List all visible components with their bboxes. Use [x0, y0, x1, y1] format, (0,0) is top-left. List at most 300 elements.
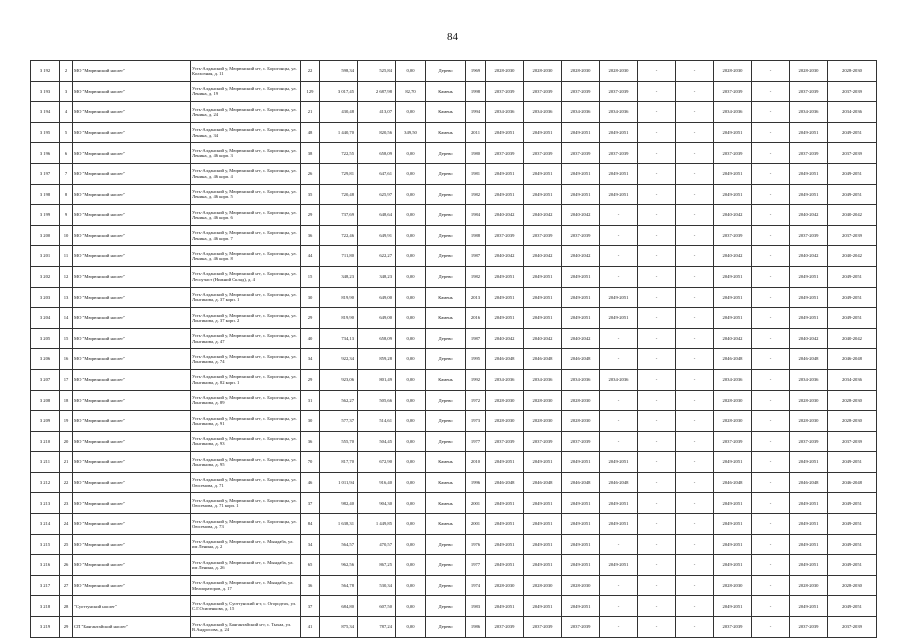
- cell-p10: 2028-2030: [828, 61, 877, 82]
- cell-year: 1982: [466, 266, 486, 287]
- cell-p1: 2046-2048: [486, 472, 524, 493]
- cell-p6: -: [676, 575, 714, 596]
- cell-area-total: 1 638,31: [320, 514, 358, 535]
- cell-id: 3 213: [31, 493, 60, 514]
- table-row: [31, 287, 877, 308]
- cell-p8: -: [752, 617, 790, 638]
- cell-year: 2001: [466, 514, 486, 535]
- cell-p10: 2049-2051: [828, 266, 877, 287]
- table-row: [31, 328, 877, 349]
- cell-material: Дерево: [426, 328, 466, 349]
- cell-p3: 2046-2048: [562, 472, 600, 493]
- cell-p2: 2049-2051: [524, 308, 562, 329]
- cell-year: 2010: [466, 452, 486, 473]
- cell-n: 22: [60, 472, 73, 493]
- cell-address: Усть-Алданский у, Мюрюнский н-г, с. Борогонцы, ул. Колхозная, д. 11: [191, 61, 301, 82]
- cell-area-total: 737,69: [320, 205, 358, 226]
- cell-p3: 2037-2039: [562, 225, 600, 246]
- cell-p9: 2049-2051: [790, 184, 828, 205]
- cell-area-total: 564,57: [320, 534, 358, 555]
- cell-material: Дерево: [426, 596, 466, 617]
- cell-p7: 2034-2036: [714, 102, 752, 123]
- cell-year: 1973: [466, 411, 486, 432]
- cell-apts: 65: [301, 555, 320, 576]
- cell-p2: 2028-2030: [524, 411, 562, 432]
- cell-id: 3 206: [31, 349, 60, 370]
- cell-org: МО "Мюрюнский наслег": [73, 472, 191, 493]
- table-row: [31, 122, 877, 143]
- cell-year: 2011: [466, 122, 486, 143]
- cell-p8: -: [752, 122, 790, 143]
- cell-p6: -: [676, 163, 714, 184]
- cell-p7: 2037-2039: [714, 617, 752, 638]
- cell-n: 6: [60, 143, 73, 164]
- cell-material: Дерево: [426, 575, 466, 596]
- cell-p8: -: [752, 493, 790, 514]
- cell-address: Усть-Алданский у, Мюрюнский н-г, с. Борогонцы, ул. Лонгинова, д. 37 корп. 1: [191, 287, 301, 308]
- table-row: [31, 431, 877, 452]
- cell-p10: 2040-2042: [828, 328, 877, 349]
- cell-n: 2: [60, 61, 73, 82]
- cell-year: 1995: [466, 349, 486, 370]
- cell-p5: -: [638, 596, 676, 617]
- cell-area-nonres: 0,00: [396, 617, 426, 638]
- cell-p7: 2049-2051: [714, 266, 752, 287]
- cell-p7: 2049-2051: [714, 122, 752, 143]
- cell-p3: 2037-2039: [562, 81, 600, 102]
- cell-p1: 2049-2051: [486, 555, 524, 576]
- cell-n: 10: [60, 225, 73, 246]
- cell-p2: 2037-2039: [524, 143, 562, 164]
- cell-address: Усть-Алданский у, Мюрюнский н-г, с. Борогонцы, ул. Лесоучаст (Нижний Склад), д. 4: [191, 266, 301, 287]
- cell-p3: 2028-2030: [562, 411, 600, 432]
- registry-table-body: [31, 61, 877, 638]
- cell-address: Усть-Алданский у, Мюрюнский н-г, с. Борогонцы, ул. Лонгинова, д. 93: [191, 431, 301, 452]
- cell-material: Камень: [426, 81, 466, 102]
- cell-p2: 2034-2036: [524, 369, 562, 390]
- cell-material: Камень: [426, 472, 466, 493]
- cell-p4: -: [600, 225, 638, 246]
- table-row: [31, 246, 877, 267]
- cell-p10: 2040-2042: [828, 246, 877, 267]
- cell-area-total: 3 017,45: [320, 81, 358, 102]
- cell-p7: 2049-2051: [714, 184, 752, 205]
- cell-material: Дерево: [426, 163, 466, 184]
- cell-p5: -: [638, 143, 676, 164]
- cell-p6: -: [676, 328, 714, 349]
- cell-p3: 2049-2051: [562, 122, 600, 143]
- cell-org: МО "Мюрюнский наслег": [73, 328, 191, 349]
- cell-p1: 2028-2030: [486, 575, 524, 596]
- cell-p4: -: [600, 534, 638, 555]
- cell-n: 29: [60, 617, 73, 638]
- cell-p1: 2037-2039: [486, 225, 524, 246]
- cell-area-living: 787,24: [358, 617, 396, 638]
- cell-apts: 84: [301, 514, 320, 535]
- cell-p6: -: [676, 369, 714, 390]
- table-row: [31, 472, 877, 493]
- cell-org: МО "Мюрюнский наслег": [73, 143, 191, 164]
- cell-apts: 40: [301, 328, 320, 349]
- cell-org: МО "Мюрюнский наслег": [73, 246, 191, 267]
- cell-area-total: 982,40: [320, 493, 358, 514]
- cell-org: "Суоттунский наслег": [73, 596, 191, 617]
- cell-p5: -: [638, 411, 676, 432]
- cell-area-living: 867,25: [358, 555, 396, 576]
- cell-p9: 2040-2042: [790, 205, 828, 226]
- cell-p7: 2049-2051: [714, 308, 752, 329]
- cell-p7: 2049-2051: [714, 493, 752, 514]
- cell-area-total: 922,34: [320, 349, 358, 370]
- cell-p10: 2028-2030: [828, 411, 877, 432]
- cell-p8: -: [752, 596, 790, 617]
- cell-year: 1981: [466, 163, 486, 184]
- cell-p10: 2049-2051: [828, 308, 877, 329]
- cell-id: 3 219: [31, 617, 60, 638]
- cell-p8: -: [752, 225, 790, 246]
- cell-p8: -: [752, 102, 790, 123]
- cell-p8: -: [752, 287, 790, 308]
- cell-area-nonres: 0,00: [396, 184, 426, 205]
- cell-year: 1976: [466, 534, 486, 555]
- cell-p2: 2049-2051: [524, 163, 562, 184]
- cell-material: Дерево: [426, 534, 466, 555]
- cell-p1: 2034-2036: [486, 369, 524, 390]
- cell-area-total: 722,55: [320, 143, 358, 164]
- cell-p10: 2046-2048: [828, 472, 877, 493]
- cell-area-nonres: 0,00: [396, 205, 426, 226]
- cell-year: 1982: [466, 184, 486, 205]
- cell-p6: -: [676, 617, 714, 638]
- cell-material: Дерево: [426, 555, 466, 576]
- cell-area-living: 649,00: [358, 308, 396, 329]
- cell-p8: -: [752, 81, 790, 102]
- cell-org: МО "Мюрюнский наслег": [73, 431, 191, 452]
- cell-area-living: 658,09: [358, 328, 396, 349]
- cell-id: 3 195: [31, 122, 60, 143]
- table-row: [31, 369, 877, 390]
- cell-id: 3 197: [31, 163, 60, 184]
- cell-address: Усть-Алданский у, Мюрюнский н-г, с. Борогонцы, ул. Оюсемова, д. 71 корп. 1: [191, 493, 301, 514]
- cell-material: Камень: [426, 287, 466, 308]
- cell-p10: 2049-2051: [828, 596, 877, 617]
- cell-area-living: 1 449,85: [358, 514, 396, 535]
- cell-p10: 2037-2039: [828, 143, 877, 164]
- cell-n: 26: [60, 555, 73, 576]
- cell-p8: -: [752, 328, 790, 349]
- cell-id: 3 194: [31, 102, 60, 123]
- cell-area-living: 607,50: [358, 596, 396, 617]
- cell-p3: 2037-2039: [562, 143, 600, 164]
- cell-p3: 2049-2051: [562, 266, 600, 287]
- cell-address: Усть-Алданский у, Мюрюнский н-г, с. Мындаба, ул. им Ленина, д. 26: [191, 555, 301, 576]
- cell-address: Усть-Алданский у, Мюрюнский н-г, с. Борогонцы, ул. Ленина, д. 24: [191, 102, 301, 123]
- cell-area-total: 348,23: [320, 266, 358, 287]
- cell-p1: 2034-2036: [486, 102, 524, 123]
- cell-n: 19: [60, 411, 73, 432]
- cell-p6: -: [676, 287, 714, 308]
- cell-apts: 35: [301, 184, 320, 205]
- cell-n: 7: [60, 163, 73, 184]
- cell-p9: 2049-2051: [790, 493, 828, 514]
- cell-p8: -: [752, 349, 790, 370]
- table-row: [31, 534, 877, 555]
- cell-p10: 2049-2051: [828, 287, 877, 308]
- cell-p8: -: [752, 369, 790, 390]
- cell-apts: 38: [301, 143, 320, 164]
- cell-p9: 2049-2051: [790, 555, 828, 576]
- cell-p3: 2049-2051: [562, 555, 600, 576]
- cell-p7: 2028-2030: [714, 411, 752, 432]
- cell-area-total: 819,90: [320, 287, 358, 308]
- cell-p3: 2034-2036: [562, 369, 600, 390]
- cell-p6: -: [676, 61, 714, 82]
- cell-p7: 2049-2051: [714, 596, 752, 617]
- cell-material: Дерево: [426, 266, 466, 287]
- cell-id: 3 209: [31, 411, 60, 432]
- cell-id: 3 193: [31, 81, 60, 102]
- cell-address: Усть-Алданский у, Мюрюнский н-г, с. Борогонцы, ул. Лонгинова, д. 82 корп. 1: [191, 369, 301, 390]
- cell-n: 12: [60, 266, 73, 287]
- cell-area-nonres: 82,70: [396, 81, 426, 102]
- cell-id: 3 212: [31, 472, 60, 493]
- cell-p4: 2037-2039: [600, 81, 638, 102]
- cell-year: 1980: [466, 143, 486, 164]
- cell-material: Дерево: [426, 143, 466, 164]
- cell-p5: -: [638, 102, 676, 123]
- cell-p4: 2028-2030: [600, 61, 638, 82]
- cell-p4: 2034-2036: [600, 369, 638, 390]
- cell-apts: 15: [301, 266, 320, 287]
- cell-p7: 2037-2039: [714, 81, 752, 102]
- cell-p2: 2046-2048: [524, 349, 562, 370]
- cell-area-total: 562,27: [320, 390, 358, 411]
- cell-p8: -: [752, 143, 790, 164]
- cell-p7: 2040-2042: [714, 328, 752, 349]
- cell-apts: 34: [301, 534, 320, 555]
- cell-p6: -: [676, 184, 714, 205]
- cell-apts: 41: [301, 617, 320, 638]
- cell-p6: -: [676, 390, 714, 411]
- cell-id: 3 218: [31, 596, 60, 617]
- cell-area-nonres: 0,00: [396, 369, 426, 390]
- cell-area-total: 729,81: [320, 163, 358, 184]
- cell-p2: 2049-2051: [524, 452, 562, 473]
- cell-apts: 36: [301, 431, 320, 452]
- cell-apts: 29: [301, 205, 320, 226]
- table-row: [31, 390, 877, 411]
- cell-p2: 2049-2051: [524, 122, 562, 143]
- table-row: [31, 143, 877, 164]
- cell-id: 3 200: [31, 225, 60, 246]
- cell-area-total: 722,46: [320, 225, 358, 246]
- cell-area-nonres: 0,00: [396, 555, 426, 576]
- cell-p10: 2034-2036: [828, 369, 877, 390]
- cell-n: 17: [60, 369, 73, 390]
- cell-p10: 2037-2039: [828, 81, 877, 102]
- cell-apts: 48: [301, 122, 320, 143]
- cell-address: Усть-Алданский у, Мюрюнский н-г, с. Борогонцы, ул. Ленина, д. 46 корп. 7: [191, 225, 301, 246]
- cell-p9: 2037-2039: [790, 225, 828, 246]
- cell-id: 3 217: [31, 575, 60, 596]
- cell-material: Камень: [426, 493, 466, 514]
- cell-area-living: 904,30: [358, 493, 396, 514]
- cell-p8: -: [752, 514, 790, 535]
- cell-p3: 2049-2051: [562, 163, 600, 184]
- cell-p3: 2040-2042: [562, 246, 600, 267]
- cell-year: 1983: [466, 596, 486, 617]
- cell-n: 8: [60, 184, 73, 205]
- cell-area-nonres: 0,00: [396, 308, 426, 329]
- cell-p7: 2049-2051: [714, 163, 752, 184]
- cell-p5: -: [638, 493, 676, 514]
- cell-p4: 2034-2036: [600, 102, 638, 123]
- cell-p8: -: [752, 163, 790, 184]
- cell-org: МО "Мюрюнский наслег": [73, 308, 191, 329]
- cell-p2: 2049-2051: [524, 596, 562, 617]
- cell-area-living: 622,27: [358, 246, 396, 267]
- cell-apts: 30: [301, 287, 320, 308]
- cell-p8: -: [752, 472, 790, 493]
- cell-n: 3: [60, 81, 73, 102]
- cell-p9: 2049-2051: [790, 514, 828, 535]
- cell-area-nonres: 0,00: [396, 411, 426, 432]
- cell-p1: 2028-2030: [486, 61, 524, 82]
- cell-p6: -: [676, 555, 714, 576]
- cell-p8: -: [752, 205, 790, 226]
- cell-id: 3 199: [31, 205, 60, 226]
- cell-p3: 2049-2051: [562, 493, 600, 514]
- cell-material: Дерево: [426, 246, 466, 267]
- cell-p3: 2028-2030: [562, 575, 600, 596]
- cell-p2: 2040-2042: [524, 246, 562, 267]
- cell-apts: 70: [301, 452, 320, 473]
- cell-org: МО "Мюрюнский наслег": [73, 81, 191, 102]
- cell-p6: -: [676, 143, 714, 164]
- cell-p5: -: [638, 205, 676, 226]
- cell-material: Камень: [426, 369, 466, 390]
- cell-p4: 2049-2051: [600, 163, 638, 184]
- cell-n: 27: [60, 575, 73, 596]
- cell-p10: 2049-2051: [828, 493, 877, 514]
- table-row: [31, 617, 877, 638]
- cell-org: МО "Мюрюнский наслег": [73, 122, 191, 143]
- cell-p10: 2037-2039: [828, 617, 877, 638]
- cell-year: 1994: [466, 102, 486, 123]
- cell-p5: -: [638, 452, 676, 473]
- cell-p2: 2040-2042: [524, 328, 562, 349]
- cell-material: Дерево: [426, 349, 466, 370]
- cell-p3: 2049-2051: [562, 287, 600, 308]
- cell-p5: -: [638, 81, 676, 102]
- cell-p4: 2049-2051: [600, 184, 638, 205]
- cell-p1: 2049-2051: [486, 596, 524, 617]
- cell-p8: -: [752, 266, 790, 287]
- cell-p8: -: [752, 390, 790, 411]
- cell-apts: 36: [301, 575, 320, 596]
- cell-p5: -: [638, 266, 676, 287]
- cell-area-living: 649,00: [358, 287, 396, 308]
- cell-p3: 2046-2048: [562, 349, 600, 370]
- cell-p1: 2046-2048: [486, 349, 524, 370]
- cell-material: Дерево: [426, 411, 466, 432]
- cell-p3: 2049-2051: [562, 184, 600, 205]
- cell-apts: 31: [301, 390, 320, 411]
- cell-area-nonres: 349,50: [396, 122, 426, 143]
- cell-material: Камень: [426, 308, 466, 329]
- cell-p3: 2049-2051: [562, 308, 600, 329]
- table-row: [31, 349, 877, 370]
- cell-p9: 2046-2048: [790, 349, 828, 370]
- cell-address: Усть-Алданский у, Мюрюнский н-г, с. Борогонцы, ул. Лонгинова, д. 89: [191, 390, 301, 411]
- cell-p9: 2034-2036: [790, 369, 828, 390]
- cell-p9: 2037-2039: [790, 431, 828, 452]
- table-row: [31, 555, 877, 576]
- cell-p6: -: [676, 493, 714, 514]
- cell-org: МО "Мюрюнский наслег": [73, 369, 191, 390]
- cell-n: 23: [60, 493, 73, 514]
- cell-p5: -: [638, 61, 676, 82]
- cell-area-living: 859,28: [358, 349, 396, 370]
- cell-p9: 2028-2030: [790, 61, 828, 82]
- cell-p6: -: [676, 246, 714, 267]
- cell-p10: 2028-2030: [828, 390, 877, 411]
- cell-p4: -: [600, 266, 638, 287]
- cell-area-nonres: 0,00: [396, 163, 426, 184]
- cell-area-living: 916,40: [358, 472, 396, 493]
- cell-apts: 46: [301, 472, 320, 493]
- cell-address: Усть-Алданский у, Мюрюнский н-г, с. Борогонцы, ул. Лонгинова, д. 95: [191, 452, 301, 473]
- cell-address: Усть-Алданский у, Суоттунский н-г, с. Огородтах, ул. С.Г.Осипенкова, д. 15: [191, 596, 301, 617]
- cell-material: Дерево: [426, 61, 466, 82]
- cell-p10: 2049-2051: [828, 122, 877, 143]
- cell-p10: 2040-2042: [828, 205, 877, 226]
- page-number: 84: [447, 31, 458, 43]
- cell-p9: 2049-2051: [790, 596, 828, 617]
- cell-id: 3 208: [31, 390, 60, 411]
- cell-p10: 2034-2036: [828, 102, 877, 123]
- cell-p5: -: [638, 514, 676, 535]
- cell-p9: 2028-2030: [790, 575, 828, 596]
- cell-p1: 2037-2039: [486, 81, 524, 102]
- registry-table: [30, 60, 877, 638]
- cell-area-nonres: 0,00: [396, 596, 426, 617]
- cell-p7: 2028-2030: [714, 575, 752, 596]
- cell-n: 9: [60, 205, 73, 226]
- cell-p5: -: [638, 328, 676, 349]
- cell-p9: 2049-2051: [790, 266, 828, 287]
- cell-p2: 2037-2039: [524, 431, 562, 452]
- cell-org: СП "Баягантайский наслег": [73, 617, 191, 638]
- cell-org: МО "Мюрюнский наслег": [73, 575, 191, 596]
- cell-p1: 2049-2051: [486, 287, 524, 308]
- cell-apts: 30: [301, 411, 320, 432]
- cell-p2: 2049-2051: [524, 184, 562, 205]
- cell-material: Дерево: [426, 184, 466, 205]
- cell-p5: -: [638, 349, 676, 370]
- cell-p4: 2049-2051: [600, 493, 638, 514]
- cell-area-living: 470,57: [358, 534, 396, 555]
- cell-address: Усть-Алданский у, Мюрюнский н-г, с. Борогонцы, ул. Лонгинова, д. 47: [191, 328, 301, 349]
- cell-p1: 2049-2051: [486, 308, 524, 329]
- cell-p6: -: [676, 596, 714, 617]
- cell-p4: -: [600, 431, 638, 452]
- cell-address: Усть-Алданский у, Мюрюнский н-г, с. Борогонцы, ул. Оюсемова, д. 73: [191, 514, 301, 535]
- cell-apts: 44: [301, 246, 320, 267]
- cell-p3: 2049-2051: [562, 452, 600, 473]
- cell-org: МО "Мюрюнский наслег": [73, 225, 191, 246]
- table-row: [31, 184, 877, 205]
